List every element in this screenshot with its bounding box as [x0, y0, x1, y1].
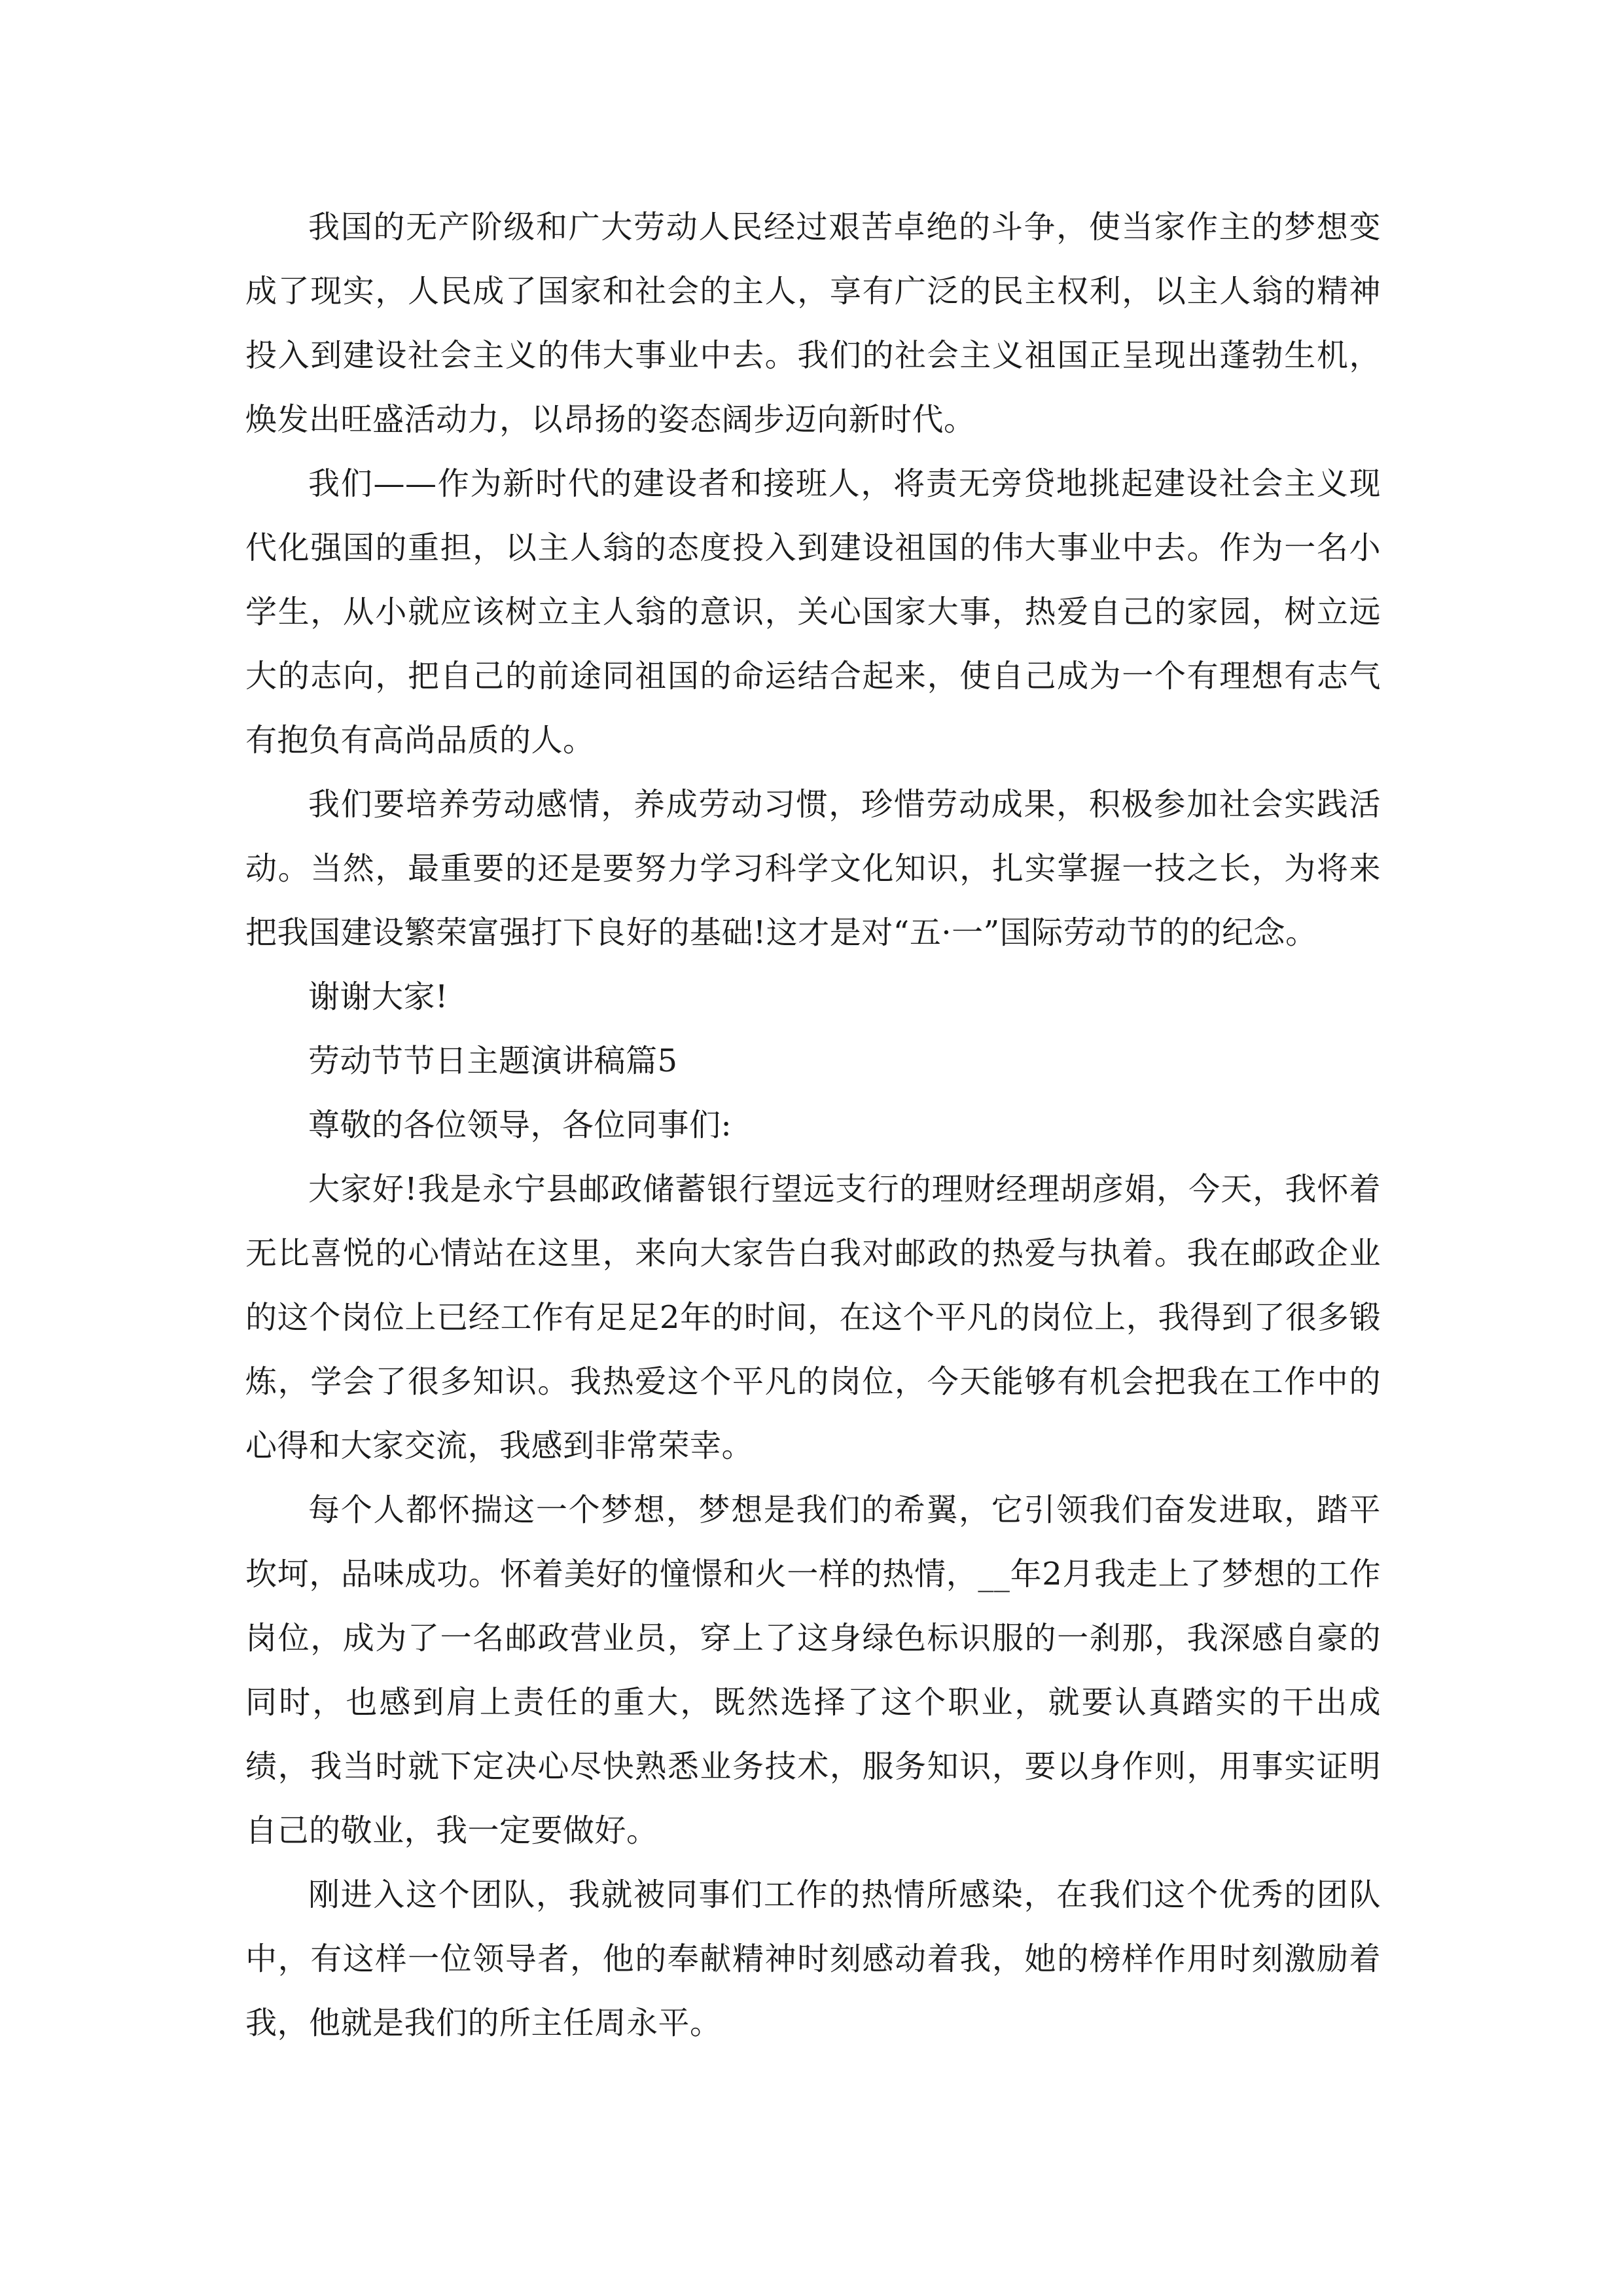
closing-line: 谢谢大家!	[308, 978, 448, 1015]
paragraph: 每个人都怀揣这一个梦想，梦想是我们的希翼，它引领我们奋发进取，踏平坎坷，品味成功。怀着美好的憧憬和火一样的热情，__年2月我走上了梦想的工作岗位，成为了一名邮政营业员，穿上了这身绿色标识服的一刹那，我深感自豪的同时，也感到肩上责任的重大，既然选择了这个职业，就要认真踏实的干出成绩，我当时就下定决心尽快熟悉业务技术，服务知识，要以身作则，用事实证明自己的敬业，我一定要做好。	[245, 1492, 1381, 1849]
paragraph: 大家好!我是永宁县邮政储蓄银行望远支行的理财经理胡彦娟，今天，我怀着无比喜悦的心情站在这里，来向大家告白我对邮政的热爱与执着。我在邮政企业的这个岗位上已经工作有足足2年的时间，在这个平凡的岗位上，我得到了很多锻炼，学会了很多知识。我热爱这个平凡的岗位，今天能够有机会把我在工作中的心得和大家交流，我感到非常荣幸。	[245, 1171, 1381, 1464]
paragraph: 刚进入这个团队，我就被同事们工作的热情所感染，在我们这个优秀的团队中，有这样一位领导者，他的奉献精神时刻感动着我，她的榜样作用时刻激励着我，他就是我们的所主任周永平。	[245, 1876, 1381, 2041]
salutation: 尊敬的各位领导，各位同事们:	[308, 1107, 732, 1143]
paragraph: 我们要培养劳动感情，养成劳动习惯，珍惜劳动成果，积极参加社会实践活动。当然，最重要的还是要努力学习科学文化知识，扎实掌握一技之长，为将来把我国建设繁荣富强打下良好的基础!这才是对“五·一”国际劳动节的的纪念。	[245, 786, 1381, 951]
section-title: 劳动节节日主题演讲稿篇5	[308, 1043, 678, 1079]
paragraph: 我们——作为新时代的建设者和接班人，将责无旁贷地挑起建设社会主义现代化强国的重担，以主人翁的态度投入到建设祖国的伟大事业中去。作为一名小学生，从小就应该树立主人翁的意识，关心国家大事，热爱自己的家园，树立远大的志向，把自己的前途同祖国的命运结合起来，使自己成为一个有理想有志气有抱负有高尚品质的人。	[245, 465, 1381, 759]
paragraph: 我国的无产阶级和广大劳动人民经过艰苦卓绝的斗争，使当家作主的梦想变成了现实，人民成了国家和社会的主人，享有广泛的民主权利，以主人翁的精神投入到建设社会主义的伟大事业中去。我们的社会主义祖国正呈现出蓬勃生机，焕发出旺盛活动力，以昂扬的姿态阔步迈向新时代。	[245, 209, 1381, 438]
document-body	[245, 195, 1381, 2055]
